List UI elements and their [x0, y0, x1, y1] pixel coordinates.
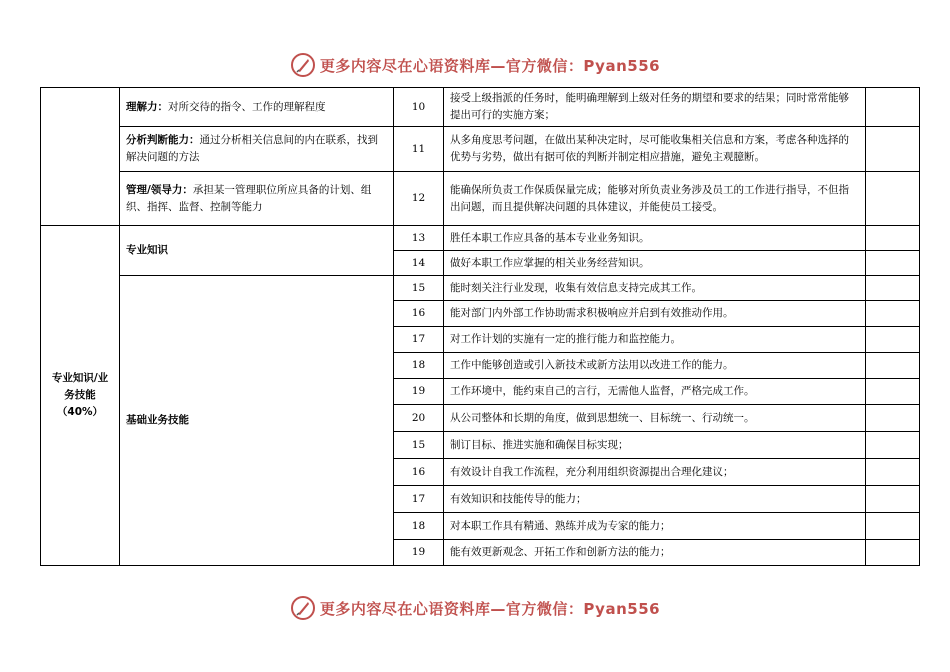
- item-description: 有效设计自我工作流程，充分利用组织资源提出合理化建议；: [444, 459, 866, 486]
- item-number: 16: [394, 459, 444, 486]
- item-description: 做好本职工作应掌握的相关业务经营知识。: [444, 251, 866, 276]
- item-number: 11: [394, 127, 444, 172]
- score-cell[interactable]: [866, 459, 920, 486]
- item-number: 15: [394, 276, 444, 301]
- score-cell[interactable]: [866, 513, 920, 540]
- score-cell[interactable]: [866, 327, 920, 353]
- category-cell-empty: [41, 88, 120, 226]
- score-cell[interactable]: [866, 226, 920, 251]
- item-number: 14: [394, 251, 444, 276]
- item-description: 工作环境中，能约束自己的言行，无需他人监督，严格完成工作。: [444, 379, 866, 405]
- table-row: [41, 276, 920, 301]
- score-cell[interactable]: [866, 251, 920, 276]
- item-description: 能时刻关注行业发现，收集有效信息支持完成其工作。: [444, 276, 866, 301]
- score-cell[interactable]: [866, 276, 920, 301]
- item-description: 胜任本职工作应具备的基本专业业务知识。: [444, 226, 866, 251]
- item-description: 对本职工作具有精通、熟练并成为专家的能力；: [444, 513, 866, 540]
- watermark-text: 更多内容尽在心语资料库—官方微信：Pyan556: [319, 599, 661, 618]
- item-description: 能有效更新观念、开拓工作和创新方法的能力；: [444, 540, 866, 566]
- item-description: 工作中能够创造或引入新技术或新方法用以改进工作的能力。: [444, 353, 866, 379]
- table-row: [41, 172, 920, 226]
- watermark-banner-bottom: [0, 593, 950, 623]
- item-number: 15: [394, 432, 444, 459]
- item-description: 从公司整体和长期的角度，做到思想统一、目标统一、行动统一。: [444, 405, 866, 432]
- score-cell[interactable]: [866, 486, 920, 513]
- quill-logo-icon: [290, 595, 316, 621]
- subcategory-basic-skills: 基础业务技能: [120, 276, 394, 566]
- table-row: [41, 88, 920, 127]
- watermark-text: 更多内容尽在心语资料库—官方微信：Pyan556: [319, 56, 661, 75]
- score-cell[interactable]: [866, 353, 920, 379]
- quill-logo-icon: [290, 52, 316, 78]
- evaluation-table: [40, 87, 920, 566]
- criterion-cell: 理解力：对所交待的指令、工作的理解程度: [120, 88, 394, 127]
- criterion-cell: 管理/领导力：承担某一管理职位所应具备的计划、组织、指挥、监督、控制等能力: [120, 172, 394, 226]
- criterion-cell: 分析判断能力：通过分析相关信息间的内在联系，找到解决问题的方法: [120, 127, 394, 172]
- score-cell[interactable]: [866, 88, 920, 127]
- subcategory-professional-knowledge: 专业知识: [120, 226, 394, 276]
- table-row: [41, 127, 920, 172]
- score-cell[interactable]: [866, 127, 920, 172]
- item-number: 17: [394, 327, 444, 353]
- item-number: 13: [394, 226, 444, 251]
- score-cell[interactable]: [866, 540, 920, 566]
- item-description: 接受上级指派的任务时，能明确理解到上级对任务的期望和要求的结果；同时常常能够提出可行的实施方案；: [444, 88, 866, 127]
- item-number: 18: [394, 513, 444, 540]
- category-cell: 专业知识/业 务技能 （40%）: [41, 226, 120, 566]
- score-cell[interactable]: [866, 405, 920, 432]
- score-cell[interactable]: [866, 379, 920, 405]
- item-description: 制订目标、推进实施和确保目标实现；: [444, 432, 866, 459]
- item-number: 20: [394, 405, 444, 432]
- item-number: 19: [394, 379, 444, 405]
- item-description: 能对部门内外部工作协助需求积极响应并启到有效推动作用。: [444, 301, 866, 327]
- item-description: 有效知识和技能传导的能力；: [444, 486, 866, 513]
- item-number: 19: [394, 540, 444, 566]
- score-cell[interactable]: [866, 301, 920, 327]
- item-description: 从多角度思考问题，在做出某种决定时，尽可能收集相关信息和方案，考虑各种选择的优势与劣势，做出有据可依的判断并制定相应措施，避免主观臆断。: [444, 127, 866, 172]
- item-number: 10: [394, 88, 444, 127]
- item-number: 16: [394, 301, 444, 327]
- item-description: 能确保所负责工作保质保量完成；能够对所负责业务涉及员工的工作进行指导，不但指出问题，而且提供解决问题的具体建议，并能使员工接受。: [444, 172, 866, 226]
- item-number: 17: [394, 486, 444, 513]
- watermark-banner-top: [0, 50, 950, 80]
- score-cell[interactable]: [866, 432, 920, 459]
- item-number: 18: [394, 353, 444, 379]
- item-description: 对工作计划的实施有一定的推行能力和监控能力。: [444, 327, 866, 353]
- score-cell[interactable]: [866, 172, 920, 226]
- item-number: 12: [394, 172, 444, 226]
- table-row: [41, 226, 920, 251]
